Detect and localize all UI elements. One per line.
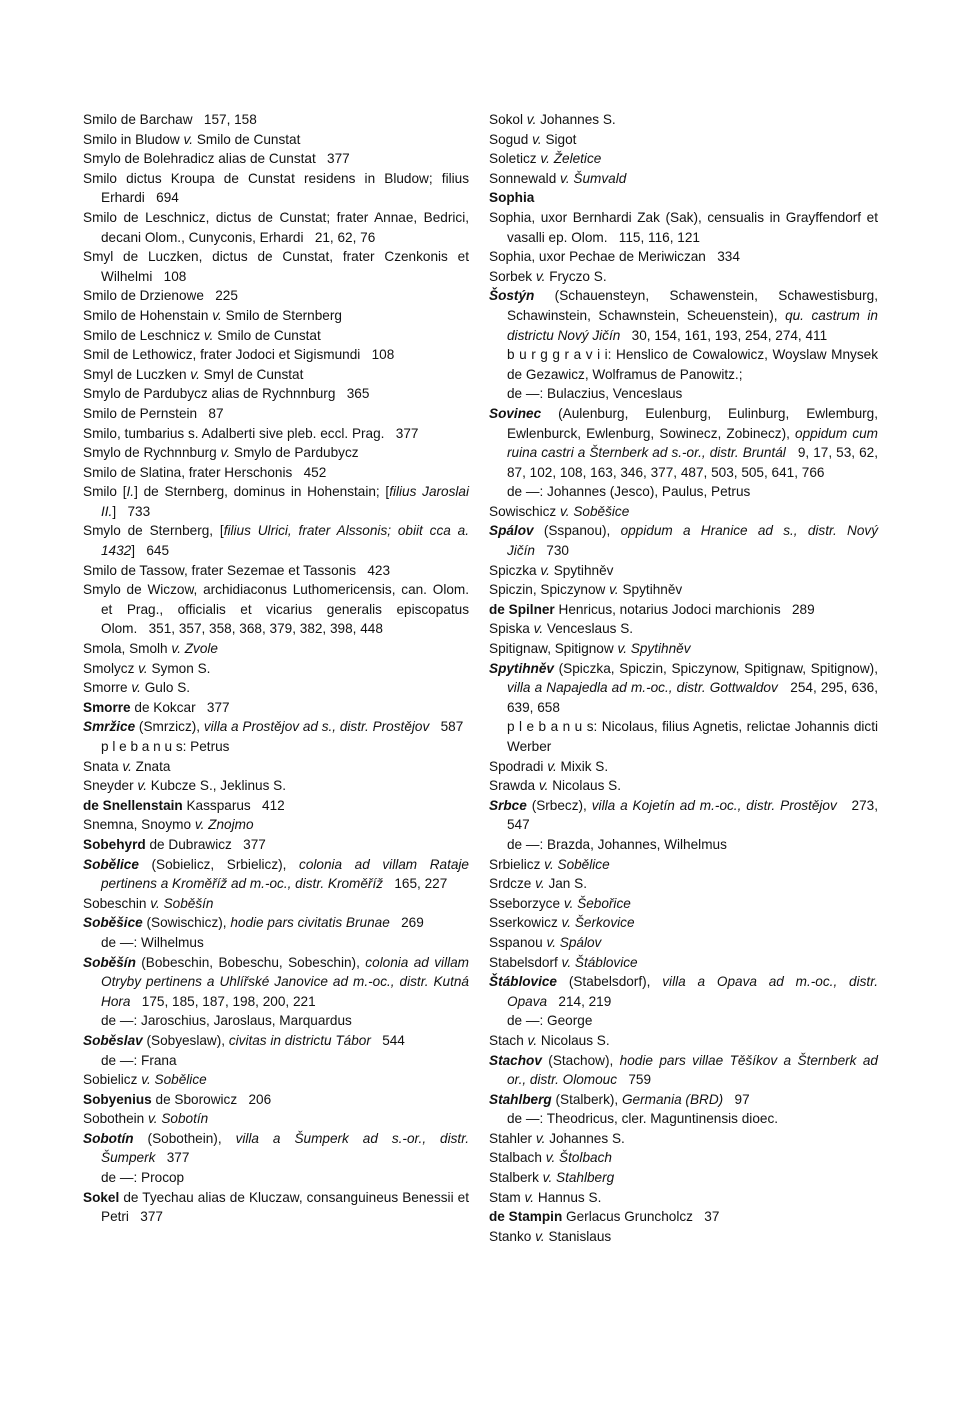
index-entry: Smilo de Drzienowe 225 xyxy=(83,288,238,304)
index-subentry: de —: Procop xyxy=(101,1170,185,1186)
index-entry: Sorbek v. Fryczo S. xyxy=(489,268,607,284)
index-entry: Sowischicz v. Soběšice xyxy=(489,503,630,519)
index-entry: Štáblovice (Stabelsdorf), villa a Opava ad m.-oc., distr. Opava 214, 219 xyxy=(489,974,878,1009)
index-subentry: p l e b a n u s: Nicolaus, filius Agnetis, relictae Johannis dicti Werber xyxy=(507,719,878,754)
index-entry: Stach v. Nicolaus S. xyxy=(489,1032,610,1048)
index-entry: Smyl de Luczken, dictus de Cunstat, frater Czenkonis et Wilhelmi 108 xyxy=(83,249,469,284)
index-entry: Sobothein v. Sobotín xyxy=(83,1111,209,1127)
index-entry: Smyl de Luczken v. Smyl de Cunstat xyxy=(83,366,304,382)
index-entry: Sokol v. Johannes S. xyxy=(489,112,616,127)
index-entry: Stalberk v. Stahlberg xyxy=(489,1170,615,1186)
index-entry: Sobielicz v. Sobělice xyxy=(83,1072,207,1088)
index-entry: Stahler v. Johannes S. xyxy=(489,1130,625,1146)
index-entry: Sophia, uxor Pechae de Meriwiczan 334 xyxy=(489,249,740,265)
index-entry: Smylo de Bolehradicz alias de Cunstat 377 xyxy=(83,151,350,167)
index-subentry: de —: Wilhelmus xyxy=(101,934,204,950)
index-entry: Spiczin, Spiczynow v. Spytihněv xyxy=(489,582,683,598)
index-entry: Sophia, uxor Bernhardi Zak (Sak), censualis in Grayffendorf et vasalli ep. Olom. 115, 116, 121 xyxy=(489,209,878,245)
index-entry: Smržice (Smrzicz), villa a Prostějov ad s., distr. Prostějov 587 xyxy=(83,719,464,735)
index-entry: Sovinec (Aulenburg, Eulenburg, Eulinburg, Ewlemburg, Ewlenburck, Ewlenburg, Sowinecz, Zobinecz), oppidum cum ruina castri a Šternberk ad s.-or., distr. Bruntál 9, 17, 53, 62, 87, 102, 108, 163, 346, 377, 487, 503, 505, 641, 766 xyxy=(489,405,878,480)
index-entry: Spiska v. Venceslaus S. xyxy=(489,621,634,637)
index-entry: Smorre v. Gulo S. xyxy=(83,680,191,696)
index-subentry: de —: Brazda, Johannes, Wilhelmus xyxy=(507,836,727,852)
index-entry: Soběšice (Sowischicz), hodie pars civitatis Brunae 269 xyxy=(83,915,424,931)
index-entry: Šostýn (Schauensteyn, Schawenstein, Schawestisburg, Schawinstein, Schawnstein, Scheuenstein), qu. castrum in districtu Nový Jičín 30, 154, 161, 193, 254, 274, 411 xyxy=(489,288,878,343)
index-entry: Stabelsdorf v. Štáblovice xyxy=(489,954,638,970)
index-entry: Smola, Smolh v. Zvole xyxy=(83,641,218,657)
index-entry: Smylo de Sternberg, [filius Ulrici, frater Alssonis; obiit cca a. 1432] 645 xyxy=(83,523,469,559)
index-entry: Snata v. Znata xyxy=(83,758,171,774)
index-entry: Srawda v. Nicolaus S. xyxy=(489,778,621,794)
index-entry: Smil de Lethowicz, frater Jodoci et Sigismundi 108 xyxy=(83,347,395,363)
index-entry: Smilo [I.] de Sternberg, dominus in Hohenstain; [filius Jaroslai II.] 733 xyxy=(83,484,469,519)
index-entry: de Spilner Henricus, notarius Jodoci marchionis 289 xyxy=(489,601,815,617)
index-entry: Smilo in Bludow v. Smilo de Cunstat xyxy=(83,131,301,147)
index-entry: Sobotín (Sobothein), villa a Šumperk ad s.-or., distr. Šumperk 377 xyxy=(83,1130,469,1166)
index-entry: Smolycz v. Symon S. xyxy=(83,660,211,676)
index-entry: Smilo de Leschnicz, dictus de Cunstat; frater Annae, Bedrici, decani Olom., Cunyconis, Erhardi 21, 62, 76 xyxy=(83,209,469,245)
index-entry: Spálov (Sspanou), oppidum a Hranice ad s., distr. Nový Jičín 730 xyxy=(489,523,878,559)
index-entry: de Snellenstain Kassparus 412 xyxy=(83,797,285,813)
index-entry: Stanko v. Stanislaus xyxy=(489,1228,612,1244)
index-subentry: de —: Bulaczius, Venceslaus xyxy=(507,386,683,402)
index-subentry: de —: Frana xyxy=(101,1052,177,1068)
index-entry: Srdcze v. Jan S. xyxy=(489,876,587,892)
index-subentry: de —: Johannes (Jesco), Paulus, Petrus xyxy=(507,484,751,500)
index-subentry: de —: Jaroschius, Jaroslaus, Marquardus xyxy=(101,1013,352,1029)
right-column xyxy=(489,110,878,1246)
index-entry: Spitignaw, Spitignow v. Spytihněv xyxy=(489,641,691,657)
index-entry: Spytihněv (Spiczka, Spiczin, Spiczynow, Spitignaw, Spitignow), villa a Napajedla ad m.-oc., distr. Gottwaldov 254, 295, 636, 639, 658 xyxy=(489,660,878,715)
index-entry: Soběšín (Bobeschin, Bobeschu, Sobeschin), colonia ad villam Otryby pertinens a Uhlířské Janovice ad m.-oc., distr. Kutná Hora 175, 185, 187, 198, 200, 221 xyxy=(83,954,469,1009)
index-entry: Smilo de Leschnicz v. Smilo de Cunstat xyxy=(83,327,321,343)
index-entry: Smilo, tumbarius s. Adalberti sive pleb. eccl. Prag. 377 xyxy=(83,425,419,441)
index-subentry: b u r g g r a v i i: Henslico de Cowalowicz, Woyslaw Mnysek de Gezawicz, Wolframus de Panowitz.; xyxy=(507,347,878,382)
index-entry: Smilo de Slatina, frater Herschonis 452 xyxy=(83,464,327,480)
index-entry: Soleticz v. Želetice xyxy=(489,151,602,167)
index-entry: Srbce (Srbecz), villa a Kojetín ad m.-oc., distr. Prostějov 273, 547 xyxy=(489,797,878,833)
index-entry: Smylo de Wiczow, archidiaconus Luthomericensis, can. Olom. et Prag., officialis et vicarius generalis episcopatus Olom. 351, 357, 358, 368, 379, 382, 398, 448 xyxy=(83,582,469,637)
index-entry: Sogud v. Sigot xyxy=(489,131,577,147)
index-entry: Sspanou v. Spálov xyxy=(489,934,602,950)
index-entry: Sobeschin v. Soběšín xyxy=(83,895,214,911)
index-entry: de Stampin Gerlacus Gruncholcz 37 xyxy=(489,1209,720,1225)
left-column xyxy=(83,110,469,1227)
index-entry: Snemna, Snoymo v. Znojmo xyxy=(83,817,254,833)
index-entry: Smylo de Pardubycz alias de Rychnnburg 365 xyxy=(83,386,370,402)
index-entry: Smilo de Barchaw 157, 158 xyxy=(83,112,257,127)
index-entry: Sserkowicz v. Šerkovice xyxy=(489,915,635,931)
index-entry: Sonnewald v. Šumvald xyxy=(489,170,627,186)
index-entry: Smorre de Kokcar 377 xyxy=(83,699,230,715)
index-entry: Sseborzyce v. Šebořice xyxy=(489,895,631,911)
index-entry: Sophia xyxy=(489,190,535,206)
index-subentry: de —: George xyxy=(507,1013,593,1029)
index-entry: Spiczka v. Spytihněv xyxy=(489,562,614,578)
index-entry: Smylo de Rychnnburg v. Smylo de Pardubycz xyxy=(83,445,359,461)
index-entry: Srbielicz v. Sobělice xyxy=(489,856,610,872)
index-subentry: de —: Theodricus, cler. Maguntinensis dioec. xyxy=(507,1111,779,1127)
index-entry: Smilo de Tassow, frater Sezemae et Tassonis 423 xyxy=(83,562,391,578)
index-entry: Smilo de Pernstein 87 xyxy=(83,405,224,421)
index-entry: Smilo dictus Kroupa de Cunstat residens in Bludow; filius Erhardi 694 xyxy=(83,170,469,206)
index-entry: Stam v. Hannus S. xyxy=(489,1189,602,1205)
index-entry: Stahlberg (Stalberk), Germania (BRD) 97 xyxy=(489,1091,750,1107)
index-entry: Sobehyrd de Dubrawicz 377 xyxy=(83,836,266,852)
index-entry: Stalbach v. Štolbach xyxy=(489,1150,612,1166)
index-entry: Spodradi v. Mixik S. xyxy=(489,758,609,774)
index-entry: Sobyenius de Sborowicz 206 xyxy=(83,1091,272,1107)
index-subentry: p l e b a n u s: Petrus xyxy=(101,739,230,754)
index-entry: Soběslav (Sobyeslaw), civitas in districtu Tábor 544 xyxy=(83,1032,405,1048)
index-entry: Sobělice (Sobielicz, Srbielicz), colonia ad villam Rataje pertinens a Kroměříž ad m.-oc., distr. Kroměříž 165, 227 xyxy=(83,856,469,892)
index-entry: Sokel de Tyechau alias de Kluczaw, consanguineus Benessii et Petri 377 xyxy=(83,1189,469,1225)
index-entry: Smilo de Hohenstain v. Smilo de Sternberg xyxy=(83,307,342,323)
index-entry: Stachov (Stachow), hodie pars villae Těšíkov a Šternberk ad or., distr. Olomouc 759 xyxy=(489,1052,878,1088)
index-entry: Sneyder v. Kubcze S., Jeklinus S. xyxy=(83,778,287,794)
